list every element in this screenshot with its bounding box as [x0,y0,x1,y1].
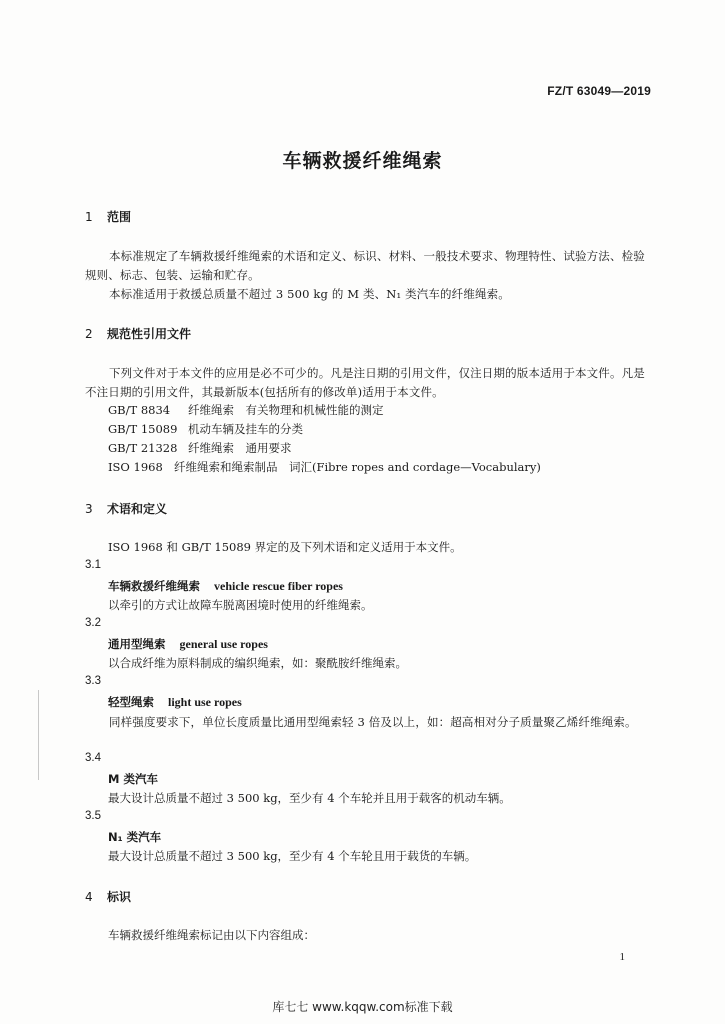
reference-item [108,421,303,437]
section-title: 规范性引用文件 [107,327,192,341]
term-number: 3.3 [85,675,101,687]
term-number: 3.1 [85,559,101,571]
term-definition: 最大设计总质量不超过 3 500 kg，至少有 4 个车轮且用于载货的车辆。 [108,849,477,863]
section-title: 范围 [107,210,132,224]
standard-code: FZ/T 63049—2019 [547,84,651,98]
term-name [108,578,343,594]
section-2-heading [85,325,191,342]
section-3-heading [85,500,167,517]
reference-title: 纤维绳索 通用要求 [188,441,292,455]
section-number: 4 [85,890,93,904]
section-4-paragraph-1: 车辆救援纤维绳索标记由以下内容组成： [108,928,315,942]
term-definition: 以合成纤维为原料制成的编织绳索，如：聚酰胺纤维绳索。 [108,656,407,670]
term-number: 3.5 [85,810,101,822]
footer-watermark: 库七七 www.kqqw.com标准下载 [272,1000,453,1014]
term-name [108,694,242,710]
section-title: 标识 [107,890,132,904]
reference-code: GB/T 21328 [108,441,178,455]
section-number: 2 [85,327,93,341]
term-name [108,771,158,787]
term-name [108,829,161,845]
section-4-heading [85,888,131,905]
term-name-en: general use ropes [179,637,268,651]
section-1-paragraph-2: 本标准适用于救援总质量不超过 3 500 kg 的 M 类、N₁ 类汽车的纤维绳索。 [109,287,510,301]
section-1-heading [85,208,131,225]
section-number: 3 [85,502,93,516]
reference-code: ISO 1968 [108,460,163,474]
reference-code: GB/T 8834 [108,403,171,417]
reference-item [108,459,541,475]
section-number: 1 [85,210,93,224]
scan-artifact-line [38,690,39,780]
term-definition: 最大设计总质量不超过 3 500 kg，至少有 4 个车轮并且用于载客的机动车辆。 [108,791,511,805]
term-name-zh: 车辆救援纤维绳索 [108,579,200,593]
term-name-en: vehicle rescue fiber ropes [214,579,343,593]
reference-title: 纤维绳索和绳索制品 词汇(Fibre ropes and cordage—Vocabulary) [174,460,541,474]
section-3-intro: ISO 1968 和 GB/T 15089 界定的及下列术语和定义适用于本文件。 [108,540,462,554]
document-title: 车辆救援纤维绳索 [282,150,443,172]
term-name [108,636,268,652]
term-definition: 以牵引的方式让故障车脱离困境时使用的纤维绳索。 [108,598,373,612]
page-number: 1 [619,951,625,963]
reference-item [108,440,292,456]
reference-code: GB/T 15089 [108,422,178,436]
reference-title: 机动车辆及挂车的分类 [188,422,303,436]
term-number: 3.2 [85,617,101,629]
term-name-zh: M 类汽车 [108,772,158,786]
section-1-paragraph-1: 本标准规定了车辆救援纤维绳索的术语和定义、标识、材料、一般技术要求、物理特性、试验方法、检验规则、标志、包装、运输和贮存。 [85,249,645,282]
term-definition: 同样强度要求下，单位长度质量比通用型绳索轻 3 倍及以上，如：超高相对分子质量聚乙烯纤维绳索。 [109,715,637,729]
term-name-en: light use ropes [168,695,242,709]
term-name-zh: N₁ 类汽车 [108,830,162,844]
term-number: 3.4 [85,752,101,764]
term-name-zh: 通用型绳索 [108,637,166,651]
reference-item [108,402,384,418]
term-name-zh: 轻型绳索 [108,695,154,709]
section-title: 术语和定义 [107,502,168,516]
section-2-paragraph-1: 下列文件对于本文件的应用是必不可少的。凡是注日期的引用文件，仅注日期的版本适用于本文件。凡是不注日期的引用文件，其最新版本(包括所有的修改单)适用于本文件。 [85,366,645,399]
reference-title: 纤维绳索 有关物理和机械性能的测定 [188,403,384,417]
